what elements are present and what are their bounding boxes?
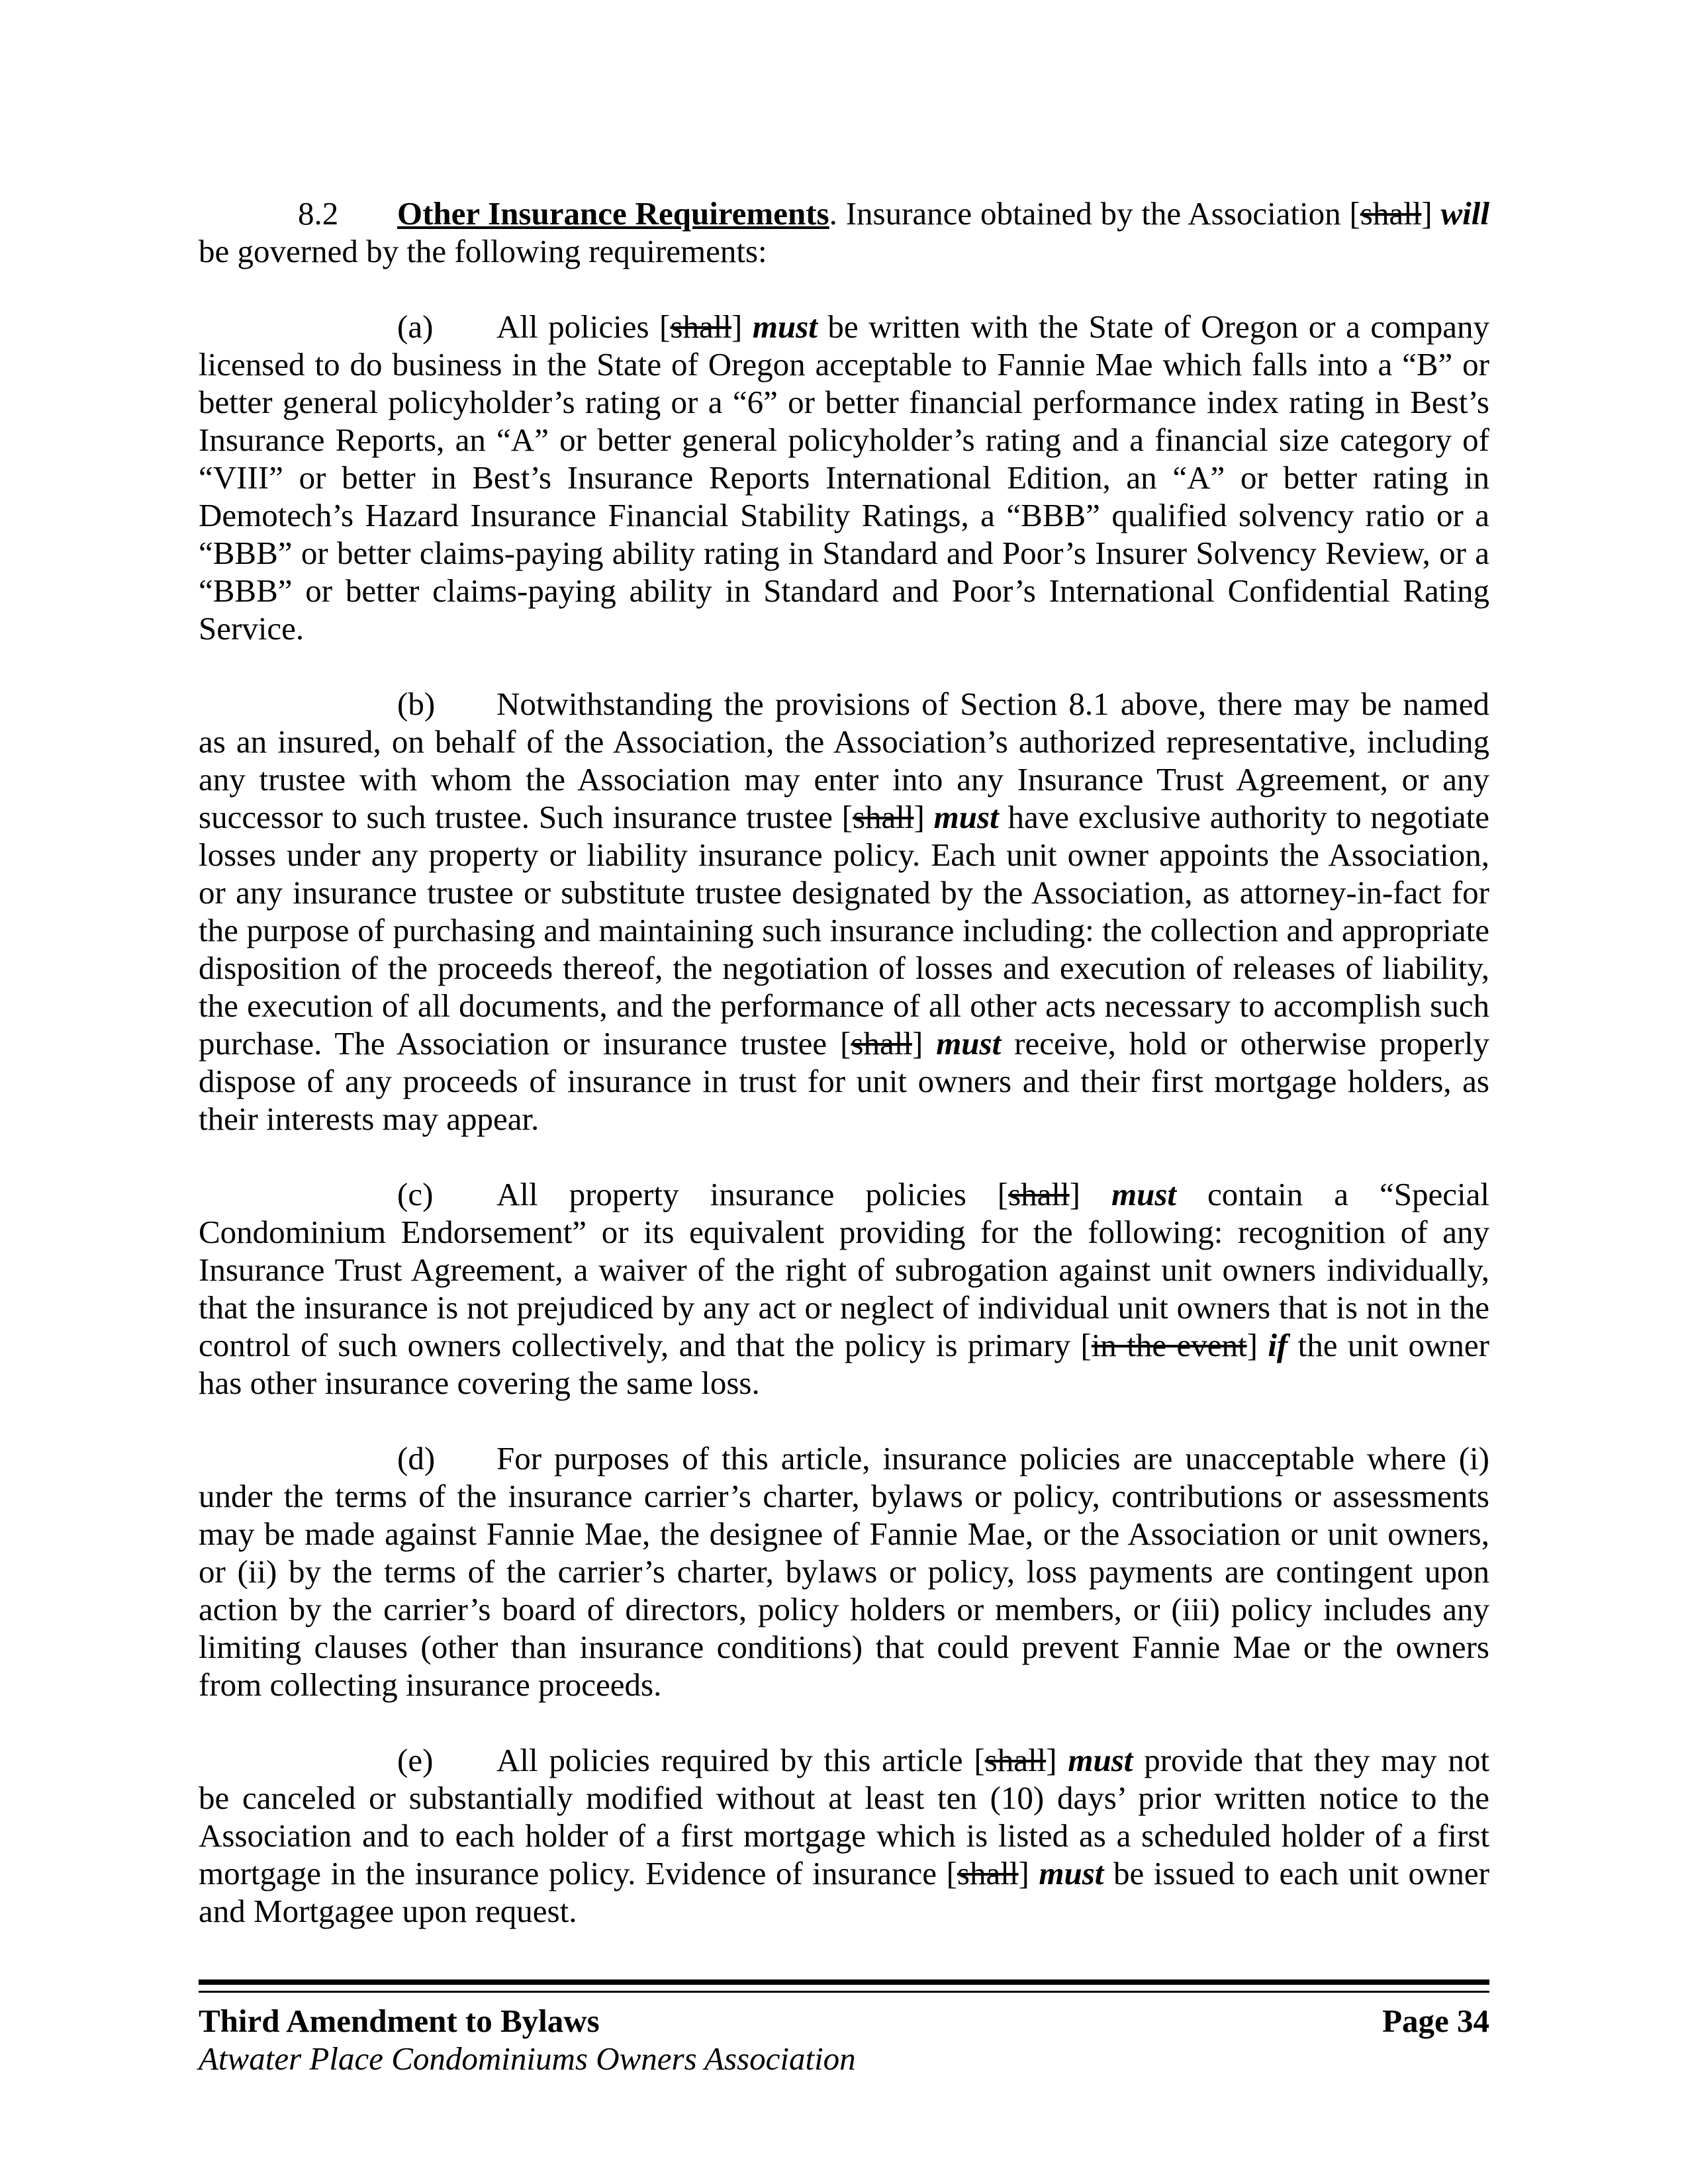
paragraph-label: (d)	[397, 1440, 436, 1477]
deleted-text: shall	[1008, 1176, 1070, 1212]
paragraph-text: have exclusive authority to negotiate losses under any property or liability insurance policy. Each unit owner appoints the Association, or any insurance trustee or substitute trustee designated by the Association, as attorney-in-fact for the purpose of purchasing and maintaining such insurance including: the collection and appropriate disposition of the proceeds thereof, the negotiation of losses and execution of releases of liability, the execution of all documents, and the performance of all other acts necessary to accomplish such purchase. The Association or insurance trustee [	[199, 799, 1489, 1062]
paragraph-label: (b)	[397, 686, 436, 722]
inserted-text: must	[936, 1025, 1002, 1062]
inserted-text: must	[1039, 1855, 1104, 1891]
paragraph-text: ]	[731, 308, 753, 345]
paragraph-text: All property insurance policies [	[496, 1176, 1009, 1212]
paragraph-text: contain a “Special Condominium Endorsement” or its equivalent providing for the following: recognition of any Insurance Trust Agreement, a waiver of the right of subrogation against unit owners individually, that the insurance is not prejudiced by any act or neglect of individual unit owners that is not in the control of such owners collectively, and that the policy is primary [	[199, 1176, 1489, 1363]
paragraph-label: (a)	[397, 308, 434, 345]
inserted-text: if	[1268, 1327, 1288, 1363]
paragraph-text: provide that they may not be canceled or substantially modified without at least ten (10) days’ prior written notice to the Association and to each holder of a first mortgage which is listed as a scheduled holder of a first mortgage in the insurance policy. Evidence of insurance [	[199, 1742, 1489, 1891]
paragraph-text: For purposes of this article, insurance policies are unacceptable where (i) under the terms of the insurance carrier’s charter, bylaws or policy, contributions or assessments may be made against Fannie Mae, the designee of Fannie Mae, or the Association or unit owners, or (ii) by the terms of the carrier’s charter, bylaws or policy, loss payments are contingent upon action by the carrier’s board of directors, policy holders or members, or (iii) policy includes any limiting clauses (other than insurance conditions) that could prevent Fannie Mae or the owners from collecting insurance proceeds.	[199, 1440, 1489, 1703]
paragraph-label: (c)	[397, 1176, 434, 1212]
section-text-1: . Insurance obtained by the Association [	[829, 195, 1360, 232]
paragraph-text: Notwithstanding the provisions of Section 8.1 above, there may be named as an insured, on behalf of the Association, the Association’s authorized representative, including any trustee with whom the Association may enter into any Insurance Trust Agreement, or any successor to such trustee. Such insurance trustee [	[199, 686, 1489, 835]
deleted-text: shall	[957, 1855, 1019, 1891]
paragraph-text: receive, hold or otherwise properly dispose of any proceeds of insurance in trust for unit owners and their first mortgage holders, as their interests may appear.	[199, 1025, 1489, 1137]
paragraph-text: be issued to each unit owner and Mortgagee upon request.	[199, 1855, 1489, 1929]
inserted-text: must	[933, 799, 999, 835]
deleted-text: shall	[851, 1025, 912, 1062]
document-body	[199, 195, 1489, 1968]
deleted-text: shall	[670, 308, 731, 345]
paragraph-text: ]	[914, 799, 934, 835]
paragraph-text: be written with the State of Oregon or a company licensed to do business in the State of Oregon acceptable to Fannie Mae which falls into a “B” or better general policyholder’s rating or a “6” or better financial performance index rating in Best’s Insurance Reports, an “A” or better general policyholder’s rating and a financial size category of “VIII” or better in Best’s Insurance Reports International Edition, an “A” or better rating in Demotech’s Hazard Insurance Financial Stability Ratings, a “BBB” qualified solvency ratio or a “BBB” or better claims-paying ability rating in Standard and Poor’s Insurer Solvency Review, or a “BBB” or better claims-paying ability in Standard and Poor’s International Confidential Rating Service.	[199, 308, 1489, 647]
deleted-text: shall	[852, 799, 914, 835]
paragraph-e	[199, 1741, 1489, 1930]
paragraph-text: ]	[1018, 1855, 1039, 1891]
section-text-2: ]	[1421, 195, 1441, 232]
paragraph-label: (e)	[397, 1742, 434, 1778]
inserted-text: will	[1440, 195, 1490, 232]
section-8-2-intro	[199, 195, 1489, 270]
paragraph-text: All policies [	[496, 308, 671, 345]
section-text-3: be governed by the following requirements:	[199, 233, 767, 269]
section-number: 8.2	[298, 195, 339, 232]
paragraph-c	[199, 1175, 1489, 1402]
footer-page-number: Page 34	[1382, 2003, 1489, 2039]
footer-document-title: Third Amendment to Bylaws	[199, 2003, 600, 2039]
paragraph-text: the unit owner has other insurance covering the same loss.	[199, 1327, 1489, 1401]
inserted-text: must	[1068, 1742, 1133, 1778]
paragraph-text: ]	[1046, 1742, 1068, 1778]
section-heading: Other Insurance Requirements	[397, 195, 829, 232]
paragraph-text: All policies required by this article [	[496, 1742, 985, 1778]
deleted-text: shall	[1360, 195, 1422, 232]
footer-association-name: Atwater Place Condominiums Owners Association	[199, 2040, 856, 2077]
inserted-text: must	[1111, 1176, 1177, 1212]
inserted-text: must	[752, 308, 818, 345]
deleted-text: shall	[984, 1742, 1047, 1778]
paragraph-d	[199, 1439, 1489, 1704]
paragraph-b	[199, 685, 1489, 1138]
paragraph-text: ]	[1069, 1176, 1111, 1212]
deleted-text: in the event	[1091, 1327, 1247, 1363]
footer-divider	[199, 1979, 1489, 1993]
paragraph-a	[199, 308, 1489, 647]
paragraph-text: ]	[1246, 1327, 1268, 1363]
paragraph-text: ]	[912, 1025, 937, 1062]
